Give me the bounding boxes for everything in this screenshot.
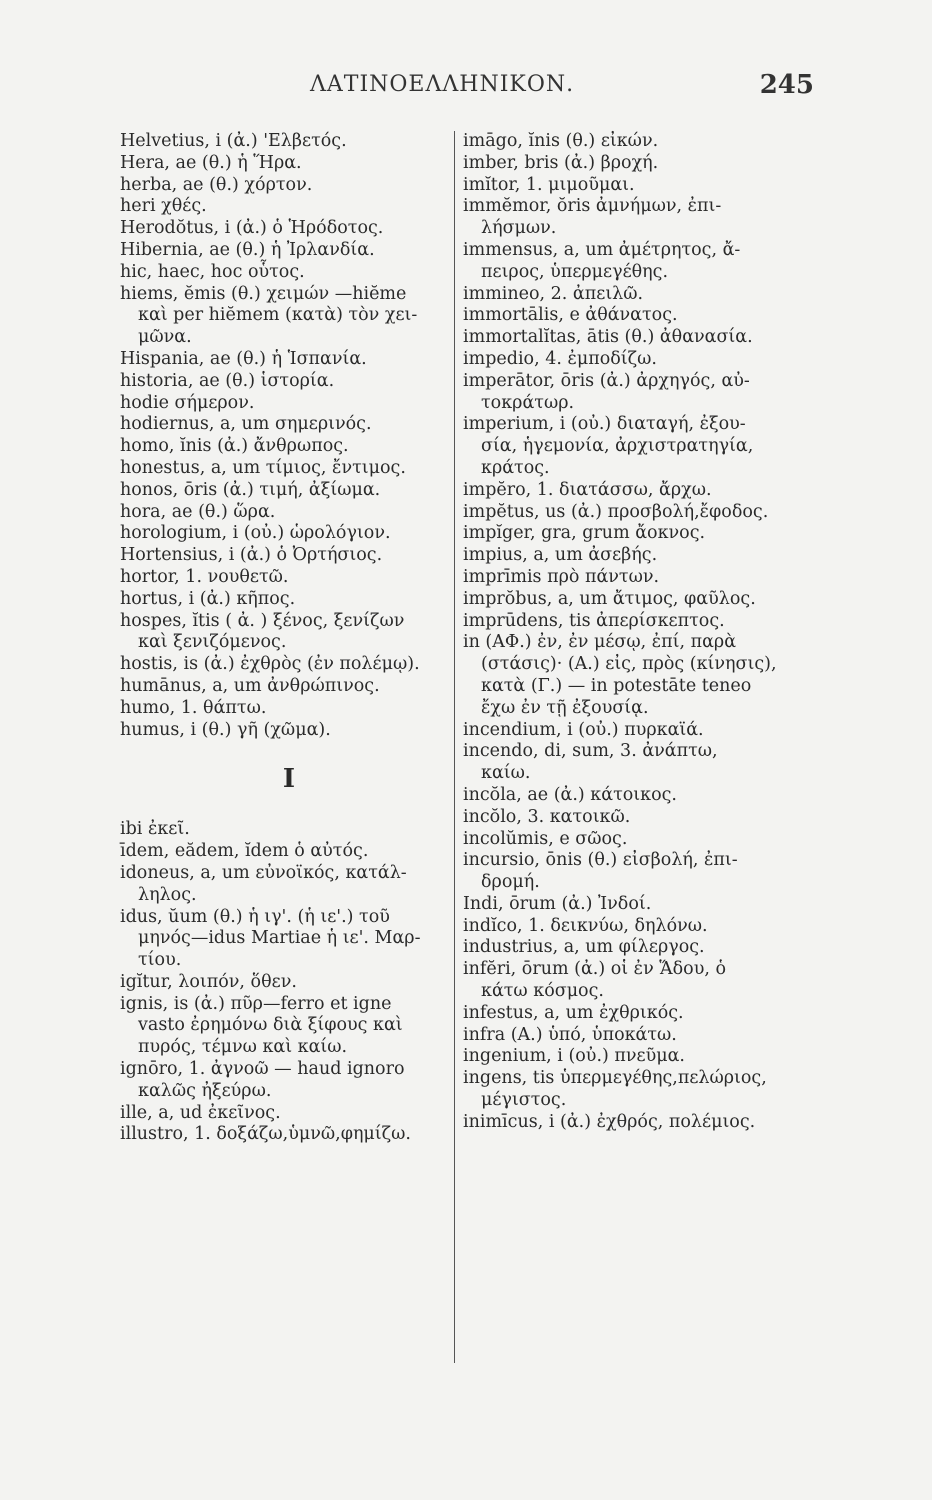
dictionary-line: impĭger, gra, grum ἄοκνος. <box>463 523 706 544</box>
dictionary-line: πειρος, ὑπερμεγέθης. <box>481 261 669 282</box>
dictionary-line: imprūdens, tis ἀπερίσκεπτος. <box>463 610 725 631</box>
dictionary-line: ἔχω ἐν τῇ ἐξουσίᾳ. <box>481 697 649 718</box>
dictionary-line: hospes, ĭtis ( ἀ. ) ξένος, ξενίζων <box>120 610 405 631</box>
dictionary-line: Hispania, ae (θ.) ἡ Ἱσπανία. <box>120 348 367 369</box>
dictionary-line: hiems, ĕmis (θ.) χειμών —hiĕme <box>120 283 407 304</box>
dictionary-line: ibi ἐκεῖ. <box>120 819 190 840</box>
dictionary-line: ingenium, i (οὐ.) πνεῦμα. <box>463 1046 685 1067</box>
dictionary-line: immĕmor, ŏris ἀμνήμων, ἐπι- <box>463 196 722 217</box>
dictionary-line: inimīcus, i (ἀ.) ἐχθρός, πολέμιος. <box>463 1111 756 1132</box>
dictionary-line: honos, ōris (ἀ.) τιμή, ἀξίωμα. <box>120 479 381 500</box>
dictionary-line: hora, ae (θ.) ὥρα. <box>120 501 276 522</box>
right-entries-i <box>463 131 828 1134</box>
page-number: 245 <box>759 70 814 100</box>
dictionary-line: indĭco, 1. δεικνύω, δηλόνω. <box>463 915 708 936</box>
dictionary-line: hortus, i (ἀ.) κῆπος. <box>120 588 296 609</box>
dictionary-line: imber, bris (ἀ.) βροχή. <box>463 152 659 173</box>
dictionary-line: καίω. <box>481 763 531 784</box>
dictionary-line: ille, a, ud ἐκεῖνος. <box>120 1102 281 1123</box>
dictionary-line: humus, i (θ.) γῆ (χῶμα). <box>120 719 331 740</box>
dictionary-line: imĭtor, 1. μιμοῦμαι. <box>463 174 635 195</box>
dictionary-line: vasto ἐρημόνω διὰ ξίφους καὶ <box>138 1015 403 1036</box>
dictionary-line: impius, a, um ἀσεβής. <box>463 545 658 566</box>
dictionary-line: τοκράτωρ. <box>481 392 575 413</box>
dictionary-line: μῶνα. <box>138 327 192 348</box>
dictionary-line: immensus, a, um ἀμέτρητος, ἄ- <box>463 239 741 260</box>
dictionary-line: in (ΑΦ.) ἐν, ἐν μέσῳ, ἐπί, παρὰ <box>463 632 737 653</box>
dictionary-line: Hibernia, ae (θ.) ἡ Ἰρλανδία. <box>120 239 375 260</box>
dictionary-line: incŏlo, 3. κατοικῶ. <box>463 806 631 827</box>
dictionary-line: incolŭmis, e σῶος. <box>463 828 628 849</box>
dictionary-line: τίου. <box>138 950 182 971</box>
dictionary-line: historia, ae (θ.) ἱστορία. <box>120 370 335 391</box>
dictionary-line: κράτος. <box>481 457 550 478</box>
left-entries-i <box>120 819 458 1146</box>
dictionary-line: īdem, eădem, ĭdem ὁ αὐτός. <box>120 841 369 862</box>
dictionary-line: incendo, di, sum, 3. ἀνάπτω, <box>463 741 718 762</box>
dictionary-line: imperium, i (οὐ.) διαταγή, ἐξου- <box>463 414 746 435</box>
running-head: ΛΑΤΙΝΟΕΛΛΗΝΙΚΟΝ. <box>310 72 575 97</box>
dictionary-line: honestus, a, um τίμιος, ἔντιμος. <box>120 457 406 478</box>
dictionary-line: industrius, a, um φίλεργος. <box>463 937 705 958</box>
dictionary-line: καλῶς ἠξεύρω. <box>138 1080 272 1101</box>
dictionary-line: humānus, a, um ἀνθρώπινος. <box>120 675 380 696</box>
dictionary-line: καὶ per hiĕmem (κατὰ) τὸν χει- <box>138 305 418 326</box>
dictionary-line: idoneus, a, um εὐνοϊκός, κατάλ- <box>120 862 407 883</box>
column-divider <box>454 131 455 1363</box>
dictionary-line: immortalĭtas, ātis (θ.) ἀθανασία. <box>463 327 753 348</box>
dictionary-line: λήσμων. <box>481 218 557 239</box>
dictionary-line: σία, ἡγεμονία, ἀρχιστρατηγία, <box>481 436 754 457</box>
dictionary-line: idus, ŭum (θ.) ἡ ιγ'. (ἡ ιε'.) τοῦ <box>120 906 390 927</box>
dictionary-line: homo, ĭnis (ἀ.) ἄνθρωπος. <box>120 436 349 457</box>
dictionary-line: κάτω κόσμος. <box>481 981 604 1002</box>
dictionary-line: κατὰ (Γ.) — in potestāte teneo <box>481 675 752 696</box>
dictionary-line: ingens, tis ὑπερμεγέθης,πελώριος, <box>463 1068 767 1089</box>
dictionary-line: infra (Α.) ὑπό, ὑποκάτω. <box>463 1024 677 1045</box>
dictionary-line: Hortensius, i (ἀ.) ὁ Ὀρτήσιος. <box>120 545 383 566</box>
dictionary-line: herba, ae (θ.) χόρτον. <box>120 174 313 195</box>
dictionary-line: δρομή. <box>481 872 540 893</box>
dictionary-line: ignis, is (ἀ.) πῦρ—ferro et igne <box>120 993 392 1014</box>
dictionary-line: incŏla, ae (ἀ.) κάτοικος. <box>463 784 677 805</box>
dictionary-line: πυρός, τέμνω καὶ καίω. <box>138 1037 348 1058</box>
right-column <box>463 131 828 1134</box>
dictionary-line: hortor, 1. νουθετῶ. <box>120 566 289 587</box>
section-letter-heading: I <box>282 764 296 795</box>
dictionary-line: hodiernus, a, um σημερινός. <box>120 414 372 435</box>
dictionary-line: infestus, a, um ἐχθρικός. <box>463 1002 684 1023</box>
dictionary-line: hostis, is (ἀ.) ἐχθρὸς (ἐν πολέμῳ). <box>120 654 420 675</box>
dictionary-line: ignōro, 1. ἀγνοῶ — haud ignoro <box>120 1059 405 1080</box>
dictionary-line: impĕro, 1. διατάσσω, ἄρχω. <box>463 479 712 500</box>
dictionary-line: μηνός—idus Martiae ἡ ιε'. Μαρ- <box>138 928 421 949</box>
dictionary-line: illustro, 1. δοξάζω,ὑμνῶ,φημίζω. <box>120 1124 411 1145</box>
dictionary-line: immortālis, e ἀθάνατος. <box>463 305 678 326</box>
dictionary-line: impĕtus, us (ἀ.) προσβολή,ἔφοδος. <box>463 501 769 522</box>
dictionary-line: imprīmis πρὸ πάντων. <box>463 566 660 587</box>
dictionary-line: hodie σήμερον. <box>120 392 255 413</box>
dictionary-line: ληλος. <box>138 884 197 905</box>
dictionary-line: Hera, ae (θ.) ἡ Ἥρα. <box>120 152 302 173</box>
dictionary-line: imprŏbus, a, um ἄτιμος, φαῦλος. <box>463 588 756 609</box>
dictionary-line: horologium, i (οὐ.) ὡρολόγιον. <box>120 523 391 544</box>
dictionary-line: incursio, ōnis (θ.) εἰσβολή, ἐπι- <box>463 850 738 871</box>
dictionary-line: humo, 1. θάπτω. <box>120 697 267 718</box>
dictionary-line: hic, haec, hoc οὗτος. <box>120 261 305 282</box>
dictionary-line: imāgo, ĭnis (θ.) εἰκών. <box>463 131 659 151</box>
dictionary-line: impedio, 4. ἐμποδίζω. <box>463 348 657 369</box>
dictionary-line: igĭtur, λοιπόν, ὅθεν. <box>120 971 297 992</box>
dictionary-line: (στάσις)· (Α.) εἰς, πρὸς (κίνησις), <box>481 654 777 675</box>
dictionary-line: Helvetius, i (ἀ.) 'Ελβετός. <box>120 131 347 151</box>
dictionary-line: καὶ ξενιζόμενος. <box>138 632 287 653</box>
text-columns <box>120 131 820 1361</box>
dictionary-line: immineo, 2. ἀπειλῶ. <box>463 283 644 304</box>
dictionary-line: imperātor, ōris (ἀ.) ἀρχηγός, αὐ- <box>463 370 750 391</box>
dictionary-line: μέγιστος. <box>481 1090 567 1111</box>
dictionary-line: incendium, i (οὐ.) πυρκαϊά. <box>463 719 704 740</box>
dictionary-line: Herodŏtus, i (ἀ.) ὁ Ἡρόδοτος. <box>120 218 384 239</box>
left-entries-h <box>120 131 458 741</box>
dictionary-line: heri χθές. <box>120 196 207 217</box>
dictionary-line: infĕri, ōrum (ἀ.) οἱ ἐν Ἅδου, ὁ <box>463 959 726 980</box>
dictionary-line: Indi, ōrum (ἀ.) Ἰνδοί. <box>463 893 652 914</box>
left-column <box>120 131 458 1146</box>
